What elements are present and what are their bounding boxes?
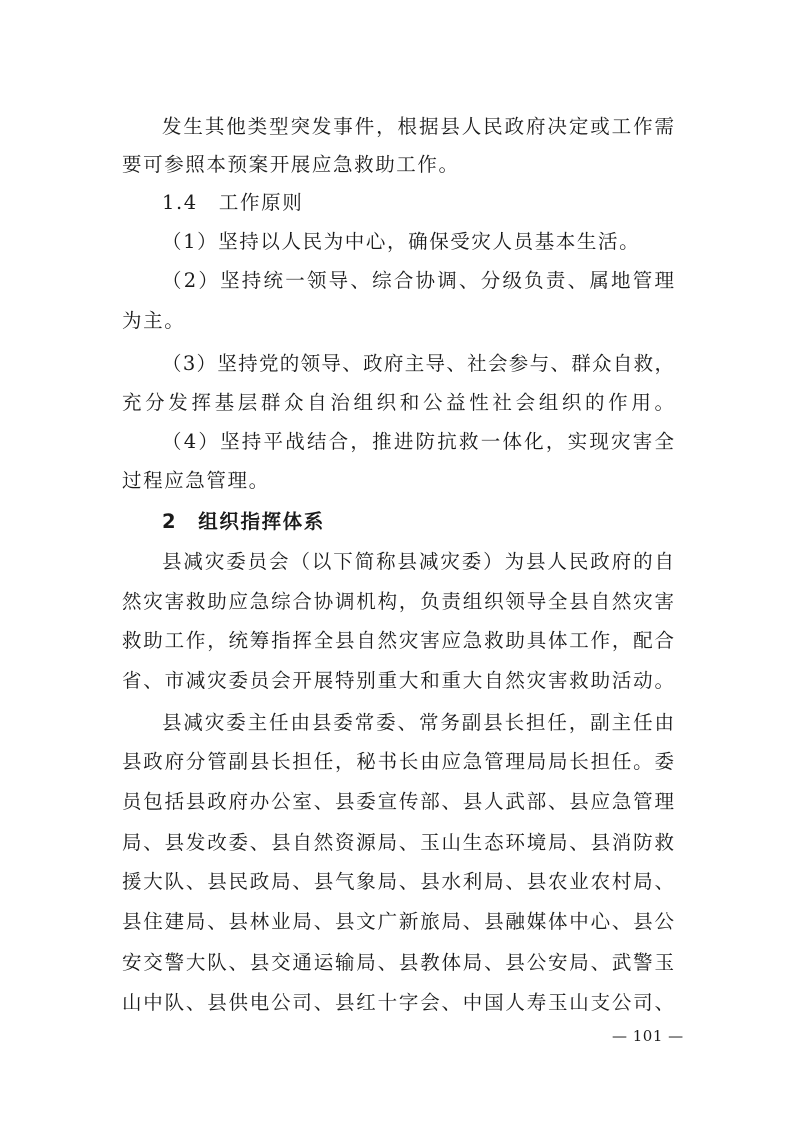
- paragraph-line: 县减灾委员会（以下简称县减灾委）为县人民政府的自: [162, 550, 674, 573]
- paragraph-line: 过程应急管理。: [122, 469, 270, 492]
- paragraph-line: 员包括县政府办公室、县委宣传部、县人武部、县应急管理: [122, 790, 674, 813]
- paragraph-line: 县减灾委主任由县委常委、常务副县长担任，副主任由: [162, 711, 674, 734]
- paragraph-line: 山中队、县供电公司、县红十字会、中国人寿玉山支公司、: [122, 991, 674, 1014]
- paragraph-line: 要可参照本预案开展应急救助工作。: [122, 153, 460, 176]
- principle-2: （2）坚持统一领导、综合协调、分级负责、属地管理: [162, 269, 674, 292]
- paragraph-line: 局、县发改委、县自然资源局、玉山生态环境局、县消防救: [122, 831, 674, 854]
- paragraph-line: 为主。: [122, 309, 186, 332]
- section-heading-1-4: 1.4 工作原则: [162, 191, 304, 214]
- section-heading-2: 2 组织指挥体系: [162, 510, 325, 533]
- paragraph-line: 救助工作，统筹指挥全县自然灾害应急救助具体工作，配合: [122, 629, 674, 652]
- paragraph-line: 发生其他类型突发事件，根据县人民政府决定或工作需: [162, 115, 674, 138]
- paragraph-line: 然灾害救助应急综合协调机构，负责组织领导全县自然灾害: [122, 590, 674, 613]
- paragraph-line: 县政府分管副县长担任，秘书长由应急管理局局长担任。委: [122, 750, 674, 773]
- paragraph-line: 充分发挥基层群众自治组织和公益性社会组织的作用。: [122, 391, 674, 414]
- paragraph-line: 县住建局、县林业局、县文广新旅局、县融媒体中心、县公: [122, 910, 674, 933]
- page-number: — 101 —: [612, 1027, 684, 1045]
- principle-1: （1）坚持以人民为中心，确保受灾人员基本生活。: [162, 230, 641, 253]
- principle-3: （3）坚持党的领导、政府主导、社会参与、群众自救，: [162, 352, 674, 375]
- paragraph-line: 省、市减灾委员会开展特别重大和重大自然灾害救助活动。: [122, 669, 674, 692]
- principle-4: （4）坚持平战结合，推进防抗救一体化，实现灾害全: [162, 430, 674, 453]
- paragraph-line: 安交警大队、县交通运输局、县教体局、县公安局、武警玉: [122, 951, 674, 974]
- paragraph-line: 援大队、县民政局、县气象局、县水利局、县农业农村局、: [122, 870, 674, 893]
